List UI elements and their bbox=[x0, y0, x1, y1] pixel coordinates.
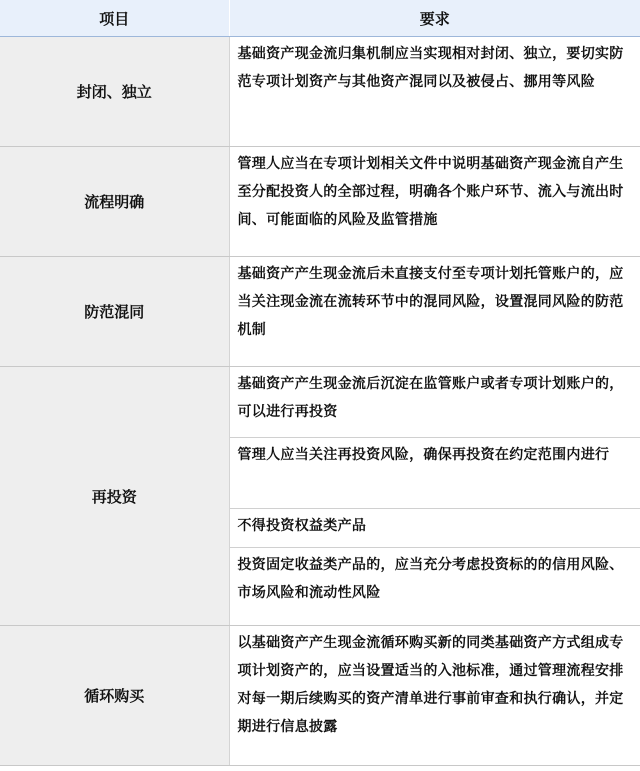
table-header bbox=[0, 0, 640, 37]
header-row bbox=[0, 0, 640, 37]
requirement-cell: 基础资产现金流归集机制应当实现相对封闭、独立，要切实防范专项计划资产与其他资产混同以及被侵占、挪用等风险 bbox=[229, 37, 640, 147]
item-cell: 流程明确 bbox=[0, 147, 229, 257]
requirement-cell: 基础资产产生现金流后未直接支付至专项计划托管账户的，应当关注现金流在流转环节中的混同风险，设置混同风险的防范机制 bbox=[229, 257, 640, 367]
column-header-item: 项目 bbox=[0, 0, 229, 37]
requirement-sub-item: 管理人应当关注再投资风险，确保再投资在约定范围内进行 bbox=[230, 438, 640, 509]
requirement-sub-item: 不得投资权益类产品 bbox=[230, 509, 640, 548]
table-row bbox=[0, 626, 640, 766]
requirement-cell bbox=[229, 367, 640, 626]
table-row bbox=[0, 367, 640, 626]
item-cell: 防范混同 bbox=[0, 257, 229, 367]
requirement-cell: 以基础资产产生现金流循环购买新的同类基础资产方式组成专项计划资产的，应当设置适当的入池标准，通过管理流程安排对每一期后续购买的资产清单进行事前审查和执行确认，并定期进行信息披露 bbox=[229, 626, 640, 766]
requirement-sub-item: 基础资产产生现金流后沉淀在监管账户或者专项计划账户的，可以进行再投资 bbox=[230, 367, 640, 438]
column-header-requirement: 要求 bbox=[229, 0, 640, 37]
table-body bbox=[0, 37, 640, 766]
table-row bbox=[0, 257, 640, 367]
table-row bbox=[0, 37, 640, 147]
requirement-cell: 管理人应当在专项计划相关文件中说明基础资产现金流自产生至分配投资人的全部过程，明确各个账户环节、流入与流出时间、可能面临的风险及监管措施 bbox=[229, 147, 640, 257]
table-row bbox=[0, 147, 640, 257]
requirement-sub-item: 投资固定收益类产品的，应当充分考虑投资标的的信用风险、市场风险和流动性风险 bbox=[237, 557, 624, 601]
item-cell: 循环购买 bbox=[0, 626, 229, 766]
item-cell: 再投资 bbox=[0, 367, 229, 626]
item-cell: 封闭、独立 bbox=[0, 37, 229, 147]
